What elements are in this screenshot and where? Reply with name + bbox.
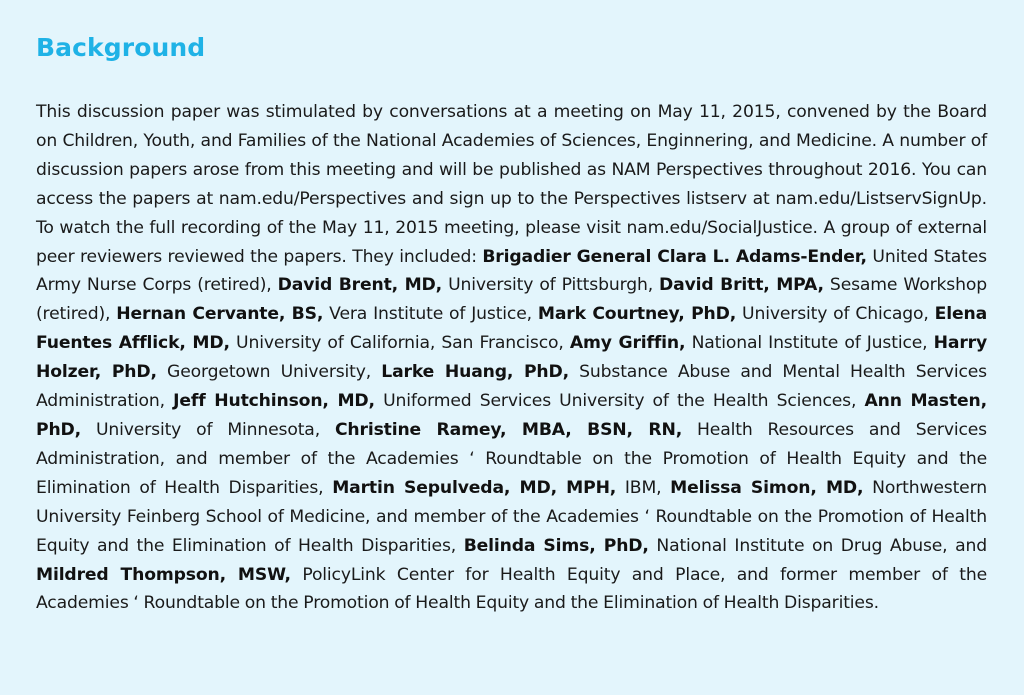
reviewer-name: David Brent, MD, <box>277 275 443 296</box>
reviewer-name: Martin Sepulveda, MD, MPH, <box>332 477 617 498</box>
reviewer-name: Elena Fuentes Afflick, MD, <box>36 304 988 354</box>
reviewer-affiliation: Northwestern University Feinberg School of Medicine, and member of the Academies ‘ Roundtable on the Promotion of Health Equity and the Elimination of Health Disparities, <box>36 477 987 556</box>
background-paragraph <box>36 98 987 618</box>
reviewer-name: Melissa Simon, MD, <box>670 477 864 498</box>
reviewer-name: Ann Masten, PhD, <box>36 391 987 440</box>
reviewer-name: Hernan Cervante, BS, <box>116 304 324 325</box>
reviewer-name: Larke Huang, PhD, <box>381 362 569 383</box>
reviewer-name: Mark Courtney, PhD, <box>537 304 737 325</box>
reviewer-affiliation: University of Minnesota, <box>81 419 335 440</box>
reviewer-affiliation: Health Resources and Services Administration, and member of the Academies ‘ Roundtable on the Promotion of Health Equity and the Elimination of Health Disparities, <box>36 419 987 498</box>
reviewer-affiliation: Substance Abuse and Mental Health Services Administration, <box>36 362 987 412</box>
intro-text: This discussion paper was stimulated by conversations at a meeting on May 11, 2015, convened by the Board on Children, Youth, and Families of the National Academies of Sciences, Enginnering, and Medicine. A number of discussion papers arose from this meeting and will be published as NAM Perspectives throughout 2016. You can access the papers at nam.edu/Perspectives and sign up to the Perspectives listserv at nam.edu/ListservSignUp. To watch the full recording of the May 11, 2015 meeting, please visit nam.edu/SocialJustice. A group of external peer reviewers reviewed the papers. They included: <box>36 102 987 267</box>
reviewer-affiliation: University of Pittsburgh, <box>442 275 660 296</box>
reviewer-name: Mildred Thompson, MSW, <box>36 564 291 585</box>
section-heading: Background <box>36 33 206 62</box>
reviewer-affiliation: National Institute on Drug Abuse, and <box>648 535 987 556</box>
reviewer-name: David Britt, MPA, <box>659 275 824 296</box>
reviewer-affiliation: University of Chicago, <box>736 304 935 325</box>
reviewer-affiliation: Georgetown University, <box>156 362 382 383</box>
reviewer-affiliation: PolicyLink Center for Health Equity and Place, and former member of the Academies ‘ Roundtable on the Promotion of Health Equity and the Elimination of Health Disparities. <box>36 564 987 614</box>
reviewer-affiliation: Vera Institute of Justice, <box>323 304 538 325</box>
reviewer-affiliation: Sesame Workshop (retired), <box>36 275 987 325</box>
reviewer-name: Brigadier General Clara L. Adams-Ender, <box>482 246 867 267</box>
reviewer-affiliation: United States Army Nurse Corps (retired), <box>36 246 987 296</box>
reviewer-affiliation: University of California, San Francisco, <box>229 333 570 354</box>
reviewer-name: Amy Griffin, <box>569 333 686 354</box>
reviewer-name: Belinda Sims, PhD, <box>463 535 649 556</box>
reviewer-name: Harry Holzer, PhD, <box>36 333 988 383</box>
reviewer-affiliation: National Institute of Justice, <box>685 333 934 354</box>
reviewer-affiliation: IBM, <box>616 477 671 498</box>
reviewer-name: Christine Ramey, MBA, BSN, RN, <box>334 419 683 440</box>
reviewer-name: Jeff Hutchinson, MD, <box>173 391 375 412</box>
reviewer-affiliation: Uniformed Services University of the Health Sciences, <box>374 391 865 412</box>
